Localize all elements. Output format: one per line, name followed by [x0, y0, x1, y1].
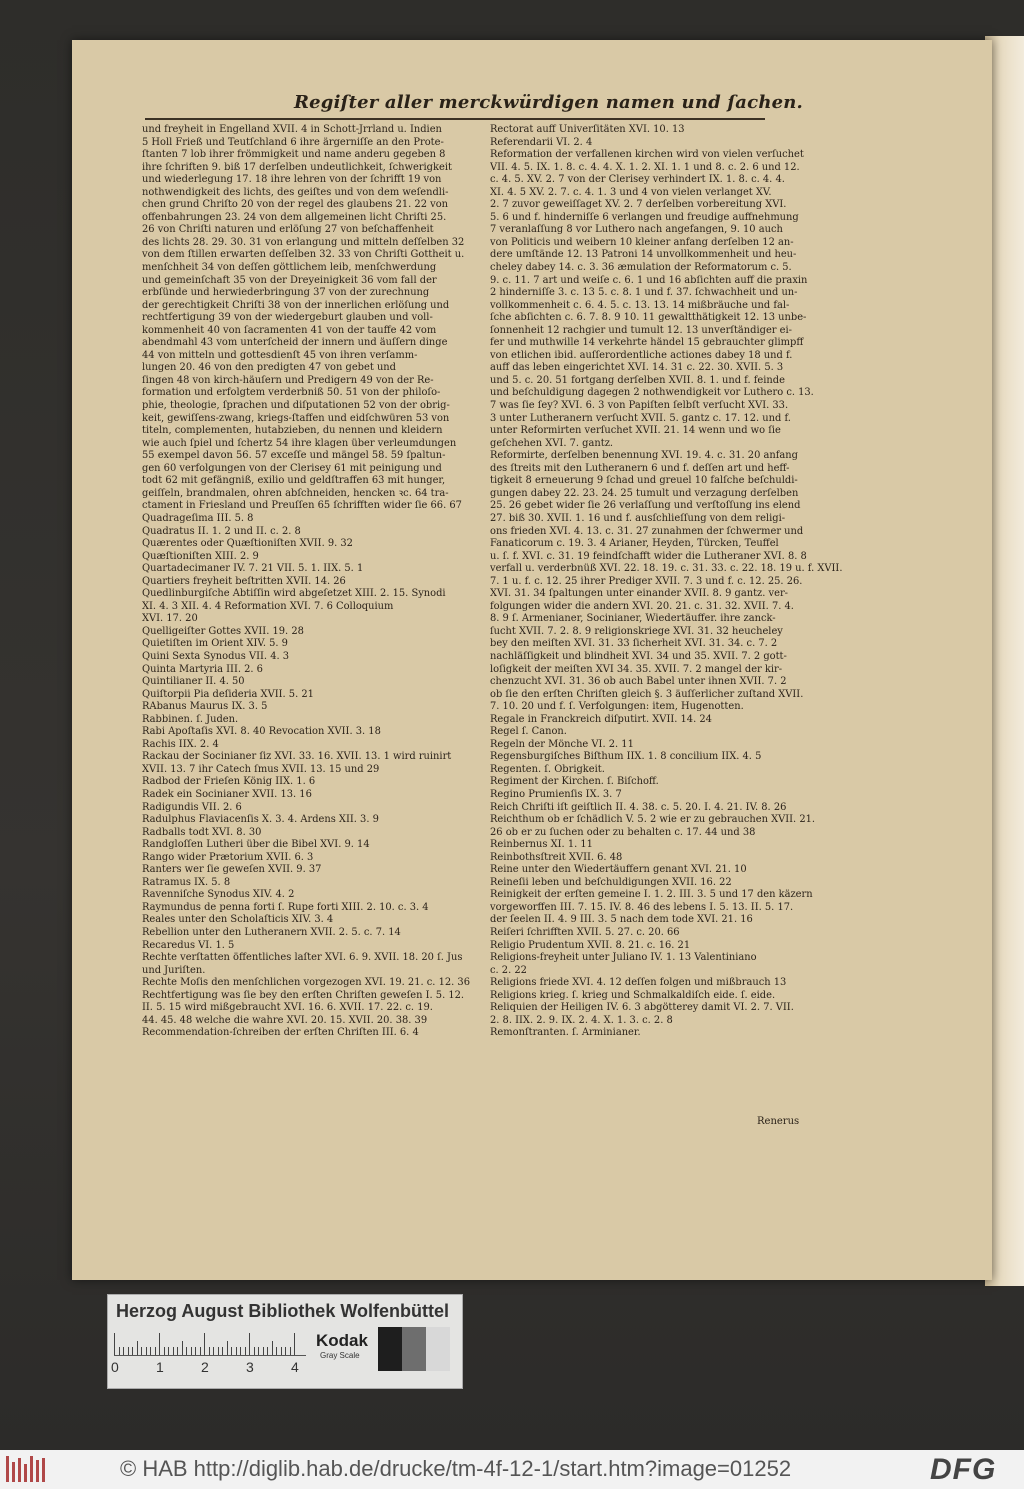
index-line: vorgeworffen III. 7. 15. IV. 8. 46 des lebens I. 5. 13. II. 5. 17.: [490, 901, 794, 913]
index-line: Quartadecimaner IV. 7. 21 VII. 5. 1. IIX. 5. 1: [142, 563, 364, 575]
index-line: Reinbernus XI. 1. 11: [490, 839, 593, 851]
index-line: von dem ſtillen erwarten deſſelben 32. 33 von Chriſti Gottheit u.: [142, 249, 465, 261]
index-line: verfall u. verderbnüß XVI. 22. 18. 19. c. 31. 33. c. 22. 18. 19 u. f. XVII.: [490, 563, 843, 575]
gray-swatch: [378, 1327, 402, 1371]
ruler-tick: [114, 1333, 115, 1355]
ruler-tick: [281, 1347, 282, 1355]
ruler-tick: [236, 1347, 237, 1355]
ruler-tick: [218, 1347, 219, 1355]
index-line: 7 veranlaſſung 8 vor Luthero nach angefangen, 9. 10 auch: [490, 224, 783, 236]
index-line: 26 von Chriſti naturen und erlöſung 27 von beſchaffenheit: [142, 224, 434, 236]
index-line: Quelligeiſter Gottes XVII. 19. 28: [142, 625, 304, 637]
index-line: Referendarii VI. 2. 4: [490, 136, 593, 148]
index-line: erbſünde und herwiederbringung 37 von der zurechnung: [142, 287, 430, 299]
index-line: todt 62 mit gefängniß, exilio und geldſtraffen 63 mit hunger,: [142, 475, 446, 487]
index-line: chen grund Chriſto 20 von der regel des glaubens 21. 22 von: [142, 199, 448, 211]
index-line: Rechte Moſis den menſchlichen vorgezogen XVI. 19. 21. c. 12. 36: [142, 977, 470, 989]
index-line: XVI. 17. 20: [142, 613, 198, 625]
index-line: Quedlinburgiſche Abtiſſin wird abgeſetzet XIII. 2. 15. Synodi: [142, 588, 446, 600]
index-line: Religio Prudentum XVII. 8. 21. c. 16. 21: [490, 939, 691, 951]
ruler-tick: [231, 1347, 232, 1355]
ruler-tick: [204, 1333, 205, 1355]
index-line: 27. biß 30. XVII. 1. 16 und f. ausſchlieſſung von dem religi-: [490, 512, 786, 524]
ruler-tick: [254, 1347, 255, 1355]
index-line: lungen 20. 46 von den predigten 47 von gebet und: [142, 362, 396, 374]
index-line: Quadrageſima III. 5. 8: [142, 512, 254, 524]
card-title: Herzog August Bibliothek Wolfenbüttel: [116, 1301, 449, 1321]
ruler-number: 3: [246, 1359, 254, 1375]
ruler-number: 0: [111, 1359, 119, 1375]
index-line: Reinigkeit der erſten gemeine I. 1. 2. III. 3. 5 und 17 den käzern: [490, 889, 813, 901]
index-line: menſchheit 34 von deſſen göttlichem leib, menſchwerdung: [142, 262, 437, 274]
index-line: ctament in Friesland und Preuſſen 65 ſchrifften wider ſie 66. 67: [142, 500, 462, 512]
index-line: Reales unter den Scholaſticis XIV. 3. 4: [142, 914, 334, 926]
index-line: Rachis IIX. 2. 4: [142, 738, 219, 750]
ruler-tick: [186, 1347, 187, 1355]
ruler-tick: [290, 1347, 291, 1355]
index-line: 2. 7 zuvor geweiſſaget XV. 2. 7 derſelben vorbereitung XVI.: [490, 199, 787, 211]
index-line: nachläſſigkeit und blindheit XVI. 34 und 35. XVII. 7. 2 gott-: [490, 650, 787, 662]
index-line: vollkommenheit c. 6. 4. 5. c. 13. 13. 14 mißbräuche und fal-: [490, 299, 790, 311]
index-line: Religions friede XVI. 4. 12 deſſen folgen und mißbrauch 13: [490, 977, 787, 989]
index-line: Regale in Franckreich diſputirt. XVII. 14. 24: [490, 713, 712, 725]
ruler-tick: [272, 1341, 273, 1355]
index-line: Recaredus VI. 1. 5: [142, 939, 235, 951]
index-line: Regino Prumienſis IX. 3. 7: [490, 788, 622, 800]
ruler-number: 4: [291, 1359, 299, 1375]
index-line: wie auch ſpiel und ſchertz 54 ihre klagen über verleumdungen: [142, 437, 457, 449]
ruler-tick: [249, 1333, 250, 1355]
ruler-tick: [182, 1341, 183, 1355]
index-line: keit, gewiſſens-zwang, kriegs-ſtaffen und eidſchwüren 53 von: [142, 412, 450, 424]
index-line: 55 exempel davon 56. 57 exceſſe und mängel 58. 59 ſpaltun-: [142, 450, 446, 462]
index-line: abendmahl 43 vom unterſcheid der innern und äuſſern dinge: [142, 337, 448, 349]
index-line: 44. 45. 48 welche die wahre XVI. 20. 15. XVII. 20. 38. 39: [142, 1014, 428, 1026]
ruler-tick: [222, 1347, 223, 1355]
index-line: bey den meiſten XVI. 31. 33 ſicherheit XVI. 31. 34. c. 7. 2: [490, 638, 778, 650]
index-line: Rechte verſtatten öffentliches laſter XVI. 6. 9. XVII. 18. 20 ſ. Jus: [142, 952, 463, 964]
index-line: Quintilianer II. 4. 50: [142, 676, 245, 688]
gray-swatch: [426, 1327, 450, 1371]
index-line: Quini Sexta Synodus VII. 4. 3: [142, 650, 290, 662]
color-calibration-card: [107, 1294, 463, 1389]
index-line: ſonnenheit 12 rachgier und tumult 12. 13 unverſtändiger ei-: [490, 324, 793, 336]
ruler-tick: [267, 1347, 268, 1355]
index-line: des ſtreits mit den Lutheranern 6 und f. deſſen art und heff-: [490, 462, 790, 474]
index-line: XVII. 13. 7 ihr Catech ſmus XVII. 13. 15 und 29: [142, 763, 380, 775]
index-line: 8. 9 ſ. Armenianer, Socinianer, Wiedertäuffer. ihre zanck-: [490, 613, 776, 625]
index-line: Reich Chriſti iſt geiſtlich II. 4. 38. c. 5. 20. I. 4. 21. IV. 8. 26: [490, 801, 787, 813]
ruler-tick: [164, 1347, 165, 1355]
ruler-tick: [227, 1341, 228, 1355]
index-line: folgungen wider die andern XVI. 20. 21. c. 31. 32. XVII. 7. 4.: [490, 600, 794, 612]
index-line: Rabi Apoſtaſis XVI. 8. 40 Revocation XVII. 3. 18: [142, 726, 381, 738]
ruler-tick: [146, 1347, 147, 1355]
page-header: Regiſter aller merckwürdigen namen und ſachen.: [294, 92, 804, 113]
index-line: kommenheit 40 von ſacramenten 41 von der tauffe 42 vom: [142, 324, 437, 336]
index-line: II. 5. 15 wird mißgebraucht XVI. 16. 6. XVII. 17. 22. c. 19.: [142, 1002, 433, 1014]
index-line: und Juriſten.: [142, 964, 206, 976]
ruler-tick: [240, 1347, 241, 1355]
index-line: Quiſtorpii Pia deſideria XVII. 5. 21: [142, 688, 314, 700]
ruler-number: 1: [156, 1359, 164, 1375]
index-line: Reformation der verfallenen kirchen wird von vielen verſuchet: [490, 149, 804, 161]
ruler-tick: [276, 1347, 277, 1355]
index-line: ob ſie den erſten Chriſten gleich §. 3 äuſſerlicher zuſtand XVII.: [490, 688, 804, 700]
index-line: der ſeelen II. 4. 9 III. 3. 5 nach dem tode XVI. 21. 16: [490, 914, 753, 926]
index-line: Regenten. ſ. Obrigkeit.: [490, 763, 605, 775]
index-line: ſche abſichten c. 6. 7. 8. 9 10. 11 gewaltthätigkeit 12. 13 unbe-: [490, 312, 807, 324]
index-line: chenzucht XVI. 31. 36 ob auch Babel unter ihnen XVII. 7. 2: [490, 676, 787, 688]
dfg-logo: DFG: [930, 1453, 997, 1486]
ruler-tick: [137, 1341, 138, 1355]
index-line: Regensburgiſches Biſthum IIX. 1. 8 concilium IIX. 4. 5: [490, 751, 762, 763]
index-line: ſingen 48 von kirch-häuſern und Predigern 49 von der Re-: [142, 374, 434, 386]
index-line: 7 was ſie ſey? XVI. 6. 3 von Papiſten ſelbſt verſucht XVI. 33.: [490, 400, 789, 412]
index-line: c. 4. 5. XV. 2. 7 von der Clerisey verhindert IX. 1. 8. c. 4. 4.: [490, 174, 785, 186]
index-line: geſchehen XVI. 7. gantz.: [490, 437, 614, 449]
scale-ruler: [114, 1331, 306, 1356]
index-line: auff das leben eingerichtet XVI. 14. 31 c. 22. 30. XVII. 5. 3: [490, 362, 784, 374]
ruler-tick: [245, 1347, 246, 1355]
index-line: Radulphus Flaviacenſis X. 3. 4. Ardens XII. 3. 9: [142, 814, 379, 826]
index-line: c. 2. 22: [490, 964, 527, 976]
index-line: Regel ſ. Canon.: [490, 726, 567, 738]
index-line: Rectorat auff Univerſitäten XVI. 10. 13: [490, 124, 685, 135]
index-line: Reformirte, derſelben benennung XVI. 19. 4. c. 31. 20 anfang: [490, 450, 798, 462]
index-line: Ravenniſche Synodus XIV. 4. 2: [142, 889, 295, 901]
index-line: nothwendigkeit des lichts, des geiſtes und von dem weſendli-: [142, 186, 449, 198]
index-line: XI. 4. 3 XII. 4. 4 Reformation XVI. 7. 6 Colloquium: [142, 600, 394, 612]
index-line: ſtanten 7 lob ihrer frömmigkeit und name anderu gegeben 8: [142, 149, 446, 161]
index-line: 2. 8. IIX. 2. 9. IX. 2. 4. X. 1. 3. c. 2. 8: [490, 1014, 673, 1026]
kodak-brand: Kodak: [316, 1331, 368, 1350]
index-line: Radigundis VII. 2. 6: [142, 801, 242, 813]
index-line: Reliquien der Heiligen IV. 6. 3 abgötterey damit VI. 2. 7. VII.: [490, 1002, 794, 1014]
index-line: Radballs todt XVI. 8. 30: [142, 826, 262, 838]
index-line: und 5. c. 20. 51 fortgang derſelben XVII. 8. 1. und f. feinde: [490, 374, 785, 386]
ruler-tick: [195, 1347, 196, 1355]
index-line: offenbahrungen 23. 24 von dem allgemeinen licht Chriſti 25.: [142, 211, 447, 223]
index-line: und wiederlegung 17. 18 ihre lehren von der ſchrifft 19 von: [142, 174, 442, 186]
index-line: Ratramus IX. 5. 8: [142, 876, 231, 888]
index-line: Regeln der Mönche VI. 2. 11: [490, 738, 634, 750]
index-line: Reinbothsſtreit XVII. 6. 48: [490, 851, 623, 863]
index-line: der gerechtigkeit Chriſti 38 von der innerlichen erlöſung und: [142, 299, 450, 311]
index-line: Religions krieg. ſ. krieg und Schmalkaldiſch eide. ſ. eide.: [490, 989, 776, 1001]
index-line: Quartiers freyheit beſtritten XVII. 14. 26: [142, 575, 346, 587]
index-line: und freyheit in Engelland XVII. 4 in Schott-Jrrland u. Indien: [142, 124, 442, 135]
ruler-tick: [173, 1347, 174, 1355]
index-line: dere umſtände 12. 13 Patroni 14 unvollkommenheit und heu-: [490, 249, 797, 261]
index-line: Quietiſten im Orient XIV. 5. 9: [142, 638, 288, 650]
index-line: 2 hinderniſſe 3. c. 13 5. c. 8. 1 und f. 37. ſchwachheit und un-: [490, 287, 798, 299]
ruler-tick: [141, 1347, 142, 1355]
ruler-tick: [128, 1347, 129, 1355]
index-line: Raymundus de penna forti ſ. Rupe forti XIII. 2. 10. c. 3. 4: [142, 901, 429, 913]
index-line: titeln, complementen, hutabzieben, du nennen und kleidern: [142, 425, 443, 437]
hab-logo-icon: [6, 1456, 46, 1482]
ruler-tick: [168, 1347, 169, 1355]
gray-scale-label: Gray Scale: [320, 1351, 360, 1360]
catchword: Renerus: [757, 1116, 800, 1127]
ruler-tick: [132, 1347, 133, 1355]
ruler-tick: [119, 1347, 120, 1355]
index-line: des lichts 28. 29. 30. 31 von erlangung und mitteln deſſelben 32: [142, 236, 465, 248]
ruler-tick: [294, 1333, 295, 1355]
ruler-tick: [191, 1347, 192, 1355]
index-line: Reineſii leben und beſchuldigungen XVII. 16. 22: [490, 876, 732, 888]
index-line: Recommendation-ſchreiben der erſten Chriſten III. 6. 4: [142, 1027, 419, 1039]
index-line: formation und erfolgtem verderbniß 50. 51 von der philoſo-: [142, 387, 441, 399]
index-line: 7. 10. 20 und f. ſ. Verfolgungen: item, Hugenotten.: [490, 701, 744, 713]
index-line: Quadratus II. 1. 2 und II. c. 2. 8: [142, 525, 301, 537]
index-line: Rechtfertigung was ſie bey den erſten Chriſten geweſen I. 5. 12.: [142, 989, 465, 1001]
index-line: von etlichen ibid. auſſerordentliche actiones dabey 18 und f.: [490, 349, 793, 361]
index-line: VII. 4. 5. IX. 1. 8. c. 4. 4. X. 1. 2. XI. 1. 1 und 8. c. 2. 6 und 12.: [490, 161, 800, 173]
index-line: rechtfertigung 39 von der wiedergeburt glauben und voll-: [142, 312, 433, 324]
index-line: gen 60 verfolgungen von der Clerisey 61 mit peinigung und: [142, 462, 442, 474]
index-line: 26 ob er zu ſuchen oder zu behalten c. 17. 44 und 38: [490, 826, 756, 838]
index-line: Quæſtioniſten XIII. 2. 9: [142, 550, 259, 562]
index-line: und beſchuldigung dagegen 2 nothwendigkeit vor Luthero c. 13.: [490, 387, 814, 399]
index-line: Rebellion unter den Lutheranern XVII. 2. 5. c. 7. 14: [142, 927, 401, 938]
index-line: tigkeit 8 erneuerung 9 ſchad und greuel 10 falſche beſchuldi-: [490, 475, 798, 487]
header-rule: [145, 118, 765, 120]
index-line: ons frieden XVI. 4. 13. c. 31. 27 zunahmen der ſchwermer und: [490, 525, 804, 537]
index-line: Ranters wer ſie geweſen XVII. 9. 37: [142, 864, 322, 876]
index-line: Quinta Martyria III. 2. 6: [142, 663, 263, 675]
ruler-tick: [177, 1347, 178, 1355]
index-line: phie, theologie, ſprachen und diſputationen 52 von der obrig-: [142, 400, 450, 412]
index-line: Rabbinen. ſ. Juden.: [142, 713, 239, 725]
index-line: XVI. 31. 34 ſpaltungen unter einander XVII. 8. 9 gantz. ver-: [490, 588, 789, 600]
ruler-tick: [123, 1347, 124, 1355]
index-line: Reiſeri ſchrifften XVII. 5. 27. c. 20. 66: [490, 927, 680, 938]
index-line: unter Reformirten verſuchet XVII. 21. 14 wenn und wo ſie: [490, 425, 781, 437]
index-line: gungen dabey 22. 23. 24. 25 tumult und verzagung derſelben: [490, 487, 799, 499]
index-line: Radek ein Socinianer XVII. 13. 16: [142, 788, 312, 800]
index-line: Remonſtranten. ſ. Arminianer.: [490, 1027, 641, 1039]
index-line: von Politicis und weibern 10 kleiner anfang derſelben 12 an-: [490, 236, 794, 248]
ruler-tick: [258, 1347, 259, 1355]
ruler-tick: [155, 1347, 156, 1355]
index-line: XI. 4. 5 XV. 2. 7. c. 4. 1. 3 und 4 von vielen verlanget XV.: [490, 186, 772, 198]
index-line: Reichthum ob er ſchädlich V. 5. 2 wie er zu gebrauchen XVII. 21.: [490, 814, 816, 826]
index-line: 25. 26 gebet wider ſie 26 verlaſſung und verſtoſſung ins elend: [490, 500, 801, 512]
ruler-tick: [159, 1333, 160, 1355]
index-line: 44 von mitteln und gottesdienſt 45 von ihren verſamm-: [142, 349, 418, 361]
index-line: 7. 1 u. f. c. 12. 25 ihrer Prediger XVII. 7. 3 und f. c. 12. 25. 26.: [490, 575, 803, 587]
gray-swatch: [402, 1327, 426, 1371]
index-line: Radbod der Frieſen König IIX. 1. 6: [142, 776, 316, 788]
copyright-url[interactable]: © HAB http://diglib.hab.de/drucke/tm-4f-12-1/start.htm?image=01252: [120, 1456, 792, 1481]
ruler-tick: [209, 1347, 210, 1355]
index-line: u. ſ. f. XVI. c. 31. 19 feindſchafft wider die Lutheraner XVI. 8. 8: [490, 550, 807, 562]
ruler-number: 2: [201, 1359, 209, 1375]
index-line: Fanaticorum c. 19. 3. 4 Arianer, Heyden, Türcken, Teuffel: [490, 538, 779, 550]
index-line: fer und muthwille 14 verkehrte händel 15 gebrauchter glimpff: [490, 337, 804, 349]
index-line: Reine unter den Wiedertäuffern genant XVI. 21. 10: [490, 864, 747, 876]
index-line: Rango wider Prætorium XVII. 6. 3: [142, 851, 314, 863]
index-line: und gemeinſchaft 35 von der Dreyeinigkeit 36 vom fall der: [142, 274, 437, 286]
ruler-tick: [263, 1347, 264, 1355]
index-line: 9. c. 11. 7 art und weiſe c. 6. 1 und 16 abſichten auff die praxin: [490, 274, 808, 286]
index-line: cheley dabey 14. c. 3. 36 æmulation der Reformatorum c. 5.: [490, 262, 792, 274]
footer-bar: [0, 1450, 1024, 1489]
ruler-tick: [200, 1347, 201, 1355]
index-line: 5 Holl Frieß und Teutſchland 6 ihre ärgerniſſe an den Prote-: [142, 136, 444, 148]
index-line: 3 unter Lutheranern verſucht XVII. 5. gantz c. 17. 12. und f.: [490, 412, 791, 424]
index-line: Randgloſſen Lutheri über die Bibel XVI. 9. 14: [142, 839, 370, 851]
ruler-tick: [150, 1347, 151, 1355]
index-line: Quærentes oder Quæſtioniſten XVII. 9. 32: [142, 538, 353, 550]
ruler-tick: [285, 1347, 286, 1355]
index-line: geiſſeln, brandmalen, ohren abſchneiden, hencken ꝛc. 64 tra-: [142, 487, 449, 499]
index-line: 5. 6 und f. hinderniſſe 6 verlangen und freudige auffnehmung: [490, 211, 799, 223]
ruler-tick: [213, 1347, 214, 1355]
index-column-right: [490, 124, 920, 1040]
index-line: ihre ſchriften 9. biß 17 derſelben undeutlichkeit, ſchwerigkeit: [142, 161, 452, 173]
index-line: Regiment der Kirchen. ſ. Biſchoff.: [490, 776, 659, 788]
index-line: loſigkeit der meiſten XVI 34. 35. XVII. 7. 2 mangel der kir-: [490, 663, 783, 675]
index-line: Religions-freyheit unter Juliano IV. 1. 13 Valentiniano: [490, 952, 757, 964]
index-line: ſucht XVII. 7. 2. 8. 9 religionskriege XVI. 31. 32 heucheley: [490, 625, 783, 637]
index-line: RAbanus Maurus IX. 3. 5: [142, 701, 268, 713]
index-line: Rackau der Socinianer ſiz XVI. 33. 16. XVII. 13. 1 wird ruinirt: [142, 751, 452, 763]
